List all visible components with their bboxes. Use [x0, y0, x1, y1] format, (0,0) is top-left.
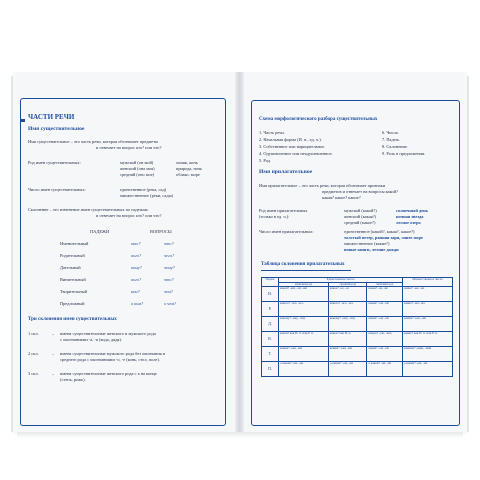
table-header-singular: Единственное число	[279, 278, 403, 283]
table-header-fem: женский род	[367, 282, 403, 287]
table-cell-case: В.	[262, 332, 279, 347]
case-question: чему?	[164, 265, 175, 270]
table-cell-case: Р.	[262, 302, 279, 317]
table-row	[262, 362, 453, 377]
scheme-item: 4. Одушевленное или неодушевленное.	[259, 151, 333, 156]
three-declensions-heading: Три склонения имен существительных	[28, 317, 117, 322]
adjective-heading: Имя прилагательное	[259, 169, 313, 175]
scheme-item: 2. Начальная форма (И. п., ед. ч.).	[259, 137, 322, 142]
table-cell: какое? как И. п.	[328, 332, 367, 347]
table-row	[262, 302, 453, 317]
adjective-gender-label: Род имен прилагательных	[259, 208, 308, 213]
declension-number: 1 скл.	[28, 331, 39, 336]
table-cell: о каком? -ом, -ем	[279, 362, 329, 377]
table-cell: какому? -ому, -ему	[328, 317, 367, 332]
table-cell: какого? -ого, -его	[328, 302, 367, 317]
declension-number: 2 скл.	[28, 351, 39, 356]
adjective-number-line: единственное (какой?, какая?, какое?)	[344, 229, 415, 234]
table-heading: Таблица склонения прилагательных	[261, 262, 345, 267]
scheme-heading: Схема морфологического разбора существительных	[259, 117, 378, 122]
table-cell-case: И.	[262, 287, 279, 302]
declension-text: среднего рода с окончаниями -о, -е (конь, стол, поле).	[60, 357, 160, 362]
declension-dash: –	[52, 351, 55, 356]
case-question: о ком?	[131, 301, 144, 306]
declension-text: с окончаниями -а, -я (вода, дядя).	[60, 337, 123, 342]
table-cell: какой? -ой, -ей	[367, 317, 403, 332]
adjective-number-example: толстый ветер, ранняя заря, синее море	[344, 235, 423, 240]
gender-example: природа, ночь	[176, 166, 203, 171]
declension-text: (степь, рожь).	[60, 377, 86, 382]
case-question: что?	[164, 277, 174, 282]
table-cell: каких? -ых, -их	[403, 302, 453, 317]
gender-line: средний (оно мое)	[120, 172, 155, 177]
scheme-item: 6. Число.	[382, 130, 400, 135]
case-question: чем?	[164, 289, 173, 294]
number-line: единственное (река, сад)	[120, 187, 167, 192]
case-name: Творительный	[60, 289, 87, 294]
case-name: Дательный	[60, 265, 81, 270]
table-row	[262, 287, 453, 302]
cases-header: ПАДЕЖИ	[90, 229, 110, 234]
page-edge	[467, 76, 469, 432]
case-question: чего?	[164, 253, 175, 258]
adjective-definition: Имя прилагательное – это часть речи, которая обозначает признаки	[259, 183, 386, 188]
table-cell: каким? -ым, -им	[403, 317, 453, 332]
case-name: Родительный	[60, 253, 85, 258]
table-cell: какой? -ый, -ой, -ий	[279, 287, 329, 302]
table-cell: какому? -ому, -ему	[279, 317, 329, 332]
adjective-example: лесное озеро	[396, 220, 421, 225]
table-cell: какую? -ую, -юю	[367, 332, 403, 347]
table-cell: какими? -ыми, -ими	[403, 347, 453, 362]
heading-underline	[261, 270, 351, 271]
declension-number: 3 скл.	[28, 371, 39, 376]
table-cell: какие? как И. п. или Р. п.	[403, 332, 453, 347]
case-question: кого?	[131, 253, 142, 258]
table-cell: какой? -ой, -ей	[367, 347, 403, 362]
table-header-plural: Множественное число	[403, 278, 453, 287]
page-title: ЧАСТИ РЕЧИ	[28, 113, 75, 121]
case-name: Винительный	[60, 277, 86, 282]
table-cell: какие? -ые, -ие	[403, 287, 453, 302]
case-question: о чем?	[164, 301, 177, 306]
case-question: кто?	[131, 241, 141, 246]
table-header-masc: мужской род	[279, 282, 329, 287]
declension-text: имена существительные женского рода с ь на конце	[60, 371, 157, 376]
adjective-gender-line: средний (какое?)	[344, 220, 376, 225]
case-question: кого?	[131, 277, 142, 282]
gender-example: хомяк, конь	[176, 160, 198, 165]
table-cell: о какой? -ой, -ей	[367, 362, 403, 377]
gender-label: Род имен существительных:	[28, 160, 81, 165]
scheme-item: 1. Часть речи.	[259, 130, 285, 135]
title-bar	[21, 119, 25, 122]
case-question: кем?	[131, 289, 140, 294]
case-question: что?	[164, 241, 174, 246]
table-cell: каким? -ым, -им	[279, 347, 329, 362]
declension-text: имена существительные мужского рода без окончания и	[60, 351, 166, 356]
scheme-item: 7. Падеж.	[382, 137, 400, 142]
case-name: Предложный	[60, 301, 85, 306]
gender-line: женский (она моя)	[120, 166, 155, 171]
declension-dash: –	[52, 371, 55, 376]
declension-definition: Склонение – это изменение имен существительных по падежам.	[28, 207, 149, 212]
adjective-example: ночная звезда	[396, 214, 424, 219]
table-cell: какая? -ая, -яя	[367, 287, 403, 302]
table-cell-case: Т.	[262, 347, 279, 362]
table-header-neut: средний род	[328, 282, 367, 287]
table-cell: какое? -ое, -ее	[328, 287, 367, 302]
table-cell: о каком? -ом, -ем	[328, 362, 367, 377]
case-name: Именительный	[60, 241, 89, 246]
bottom-shadow	[17, 432, 463, 438]
scheme-item: 8. Склонение.	[382, 144, 408, 149]
noun-definition: Имя существительное – это часть речи, которая обозначает предметы	[28, 139, 159, 144]
declension-definition: и отвечает на вопрос кто? или что?	[96, 213, 162, 218]
number-line: множественное (реки, сады)	[120, 193, 173, 198]
gender-example: облако, море	[176, 172, 200, 177]
adjective-example: солнечный день	[396, 208, 429, 213]
table-cell: какого? -ого, -его	[279, 302, 329, 317]
scheme-item: 3. Собственное или нарицательное.	[259, 144, 326, 149]
adjective-gender-label: (только в ед. ч.):	[259, 214, 290, 219]
declension-text: имена существительные женского и мужского рода	[60, 331, 156, 336]
questions-header: ВОПРОСЫ	[150, 229, 172, 234]
adjective-gender-line: женский (какая?)	[344, 214, 377, 219]
declension-dash: –	[52, 331, 55, 336]
table-cell: каким? -ым, -им	[328, 347, 367, 362]
table-row	[262, 347, 453, 362]
table-cell: какой? -ой, -ей	[367, 302, 403, 317]
table-row	[262, 317, 453, 332]
table-header-case: Падеж	[262, 278, 279, 287]
number-label: Число имен существительных:	[28, 187, 86, 192]
gender-line: мужской (он мой)	[120, 160, 154, 165]
spine	[235, 72, 244, 434]
adjective-gender-line: мужской (какой?)	[344, 208, 377, 213]
scheme-item: 9. Роль в предложении.	[382, 151, 426, 156]
case-question: кому?	[131, 265, 142, 270]
adjective-number-label: Число имен прилагательных:	[259, 229, 314, 234]
table-cell: какой? как И. п. или Р. п.	[279, 332, 329, 347]
adjective-definition: какая? какое? какие?	[322, 195, 361, 200]
adjective-number-example: новые книги, летние дожди	[344, 247, 399, 252]
table-cell-case: Д.	[262, 317, 279, 332]
scheme-item: 5. Род.	[259, 158, 272, 163]
noun-heading: Имя существительное	[28, 126, 85, 132]
table-cell: о каких? -ых, -их	[403, 362, 453, 377]
adjective-number-line: множественное (какие?)	[344, 241, 390, 246]
declension-table	[261, 277, 453, 377]
noun-definition: и отвечает на вопрос кто? или что?	[96, 145, 162, 150]
adjective-definition: предметов и отвечает на вопросы какой?	[322, 189, 399, 194]
table-row	[262, 332, 453, 347]
table-cell-case: П.	[262, 362, 279, 377]
